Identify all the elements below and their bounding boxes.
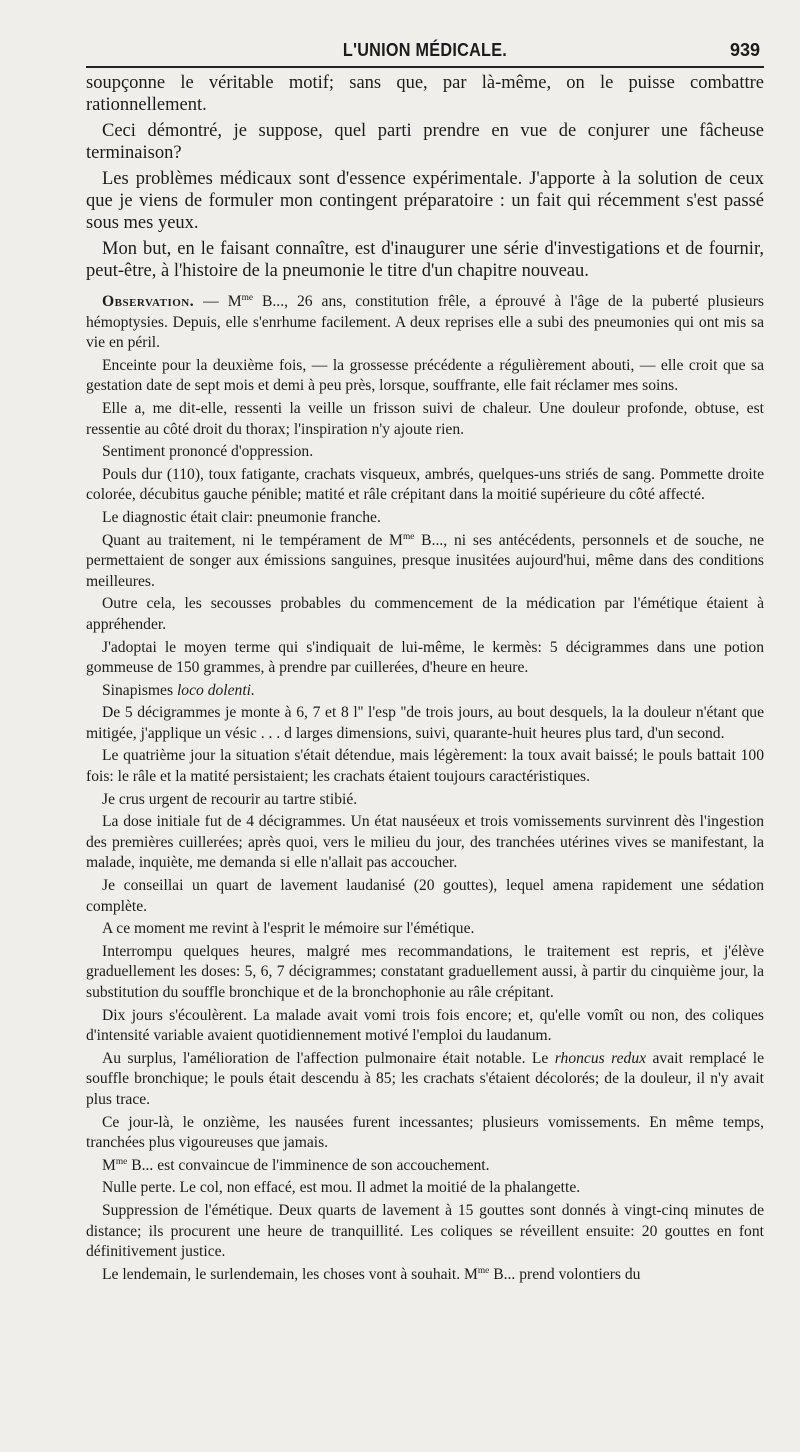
paragraph: Interrompu quelques heures, malgré mes recommandations, le traitement est repris, et j'élève graduellement les doses: 5, 6, 7 décigrammes; constatant graduellement aussi, à partir du cinquième jour, la substitution du souffle bronchique et de la bronchophonie au râle crépitant.	[86, 942, 764, 1001]
paragraph: A ce moment me revint à l'esprit le mémoire sur l'émétique.	[102, 920, 475, 938]
paragraph: Le quatrième jour la situation s'était détendue, mais légèrement: la toux avait baissé; le pouls battait 100 fois: le râle et la matité persistaient; les crachats étaient toujours caractéristiques.	[86, 747, 764, 786]
intro-section	[86, 72, 764, 282]
observation-section	[86, 292, 764, 1285]
paragraph: Le lendemain, le surlendemain, les choses vont à souhait. $M^{me}$ B... prend volontiers du	[102, 1265, 641, 1283]
paragraph: De 5 décigrammes je monte à 6, 7 et 8 l'' l'esp ''de trois jours, au bout desquels, la la douleur n'étant que mitigée, j'applique un vésic . . . d larges dimensions, suivi, quarante-huit heures plus tard, d'un second.	[86, 704, 764, 742]
paragraph: Elle a, me dit-elle, ressenti la veille un frisson suivi de chaleur. Une douleur profonde, obtuse, est ressentie au côté droit du thorax; l'inspiration n'y ajoute rien.	[86, 399, 764, 438]
paragraph: Quant au traitement, ni le tempérament de $M^{me}$ B..., ni ses antécédents, personnels et de souche, ne permettaient de songer aux émissions sanguines, presque inusitées aujourd'hui, même dans des conditions meilleures.	[86, 531, 765, 590]
paragraph: Sinapismes loco dolenti.	[102, 681, 255, 699]
paragraph: Je conseillai un quart de lavement laudanisé (20 gouttes), lequel amena rapidement une sédation complète.	[86, 877, 764, 915]
paragraph: Dix jours s'écoulèrent. La malade avait vomi trois fois encore; et, qu'elle vomît ou non, des coliques d'intensité variable avaient quotidiennement motivé l'emploi du laudanum.	[86, 1006, 764, 1045]
observation-intro: Observation. — $M^{me}$ B..., 26 ans, constitution frêle, a éprouvé à l'âge de la puberté plusieurs hémoptysies. Depuis, elle s'enrhume facilement. A deux reprises elle a subi des pneumonies qui ont mis sa vie en péril.	[86, 292, 764, 352]
paragraph: Ceci démontré, je suppose, quel parti prendre en vue de conjurer une fâcheuse terminaison?	[86, 121, 764, 163]
paragraph: La dose initiale fut de 4 décigrammes. Un état nauséeux et trois vomissements survinrent dès l'ingestion des premières cuillerées; après quoi, vers le milieu du jour, des tranchées utérines vives se manifestant, la malade, inquiète, me demanda si elle n'allait pas accoucher.	[86, 813, 764, 872]
journal-title: L'UNION MÉDICALE.	[342, 40, 508, 60]
page-number: 939	[729, 40, 760, 60]
paragraph: Pouls dur (110), toux fatigante, crachats visqueux, ambrés, quelques-uns striés de sang. Pommette droite colorée, décubitus gauche pénible; matité et râle crépitant dans la moitié supérieure du côté affecté.	[86, 465, 764, 504]
paragraph: Les problèmes médicaux sont d'essence expérimentale. J'apporte à la solution de ceux que je viens de formuler mon contingent préparatoire : un fait qui récemment s'est passé sous mes yeux.	[86, 169, 764, 233]
paragraph: Outre cela, les secousses probables du commencement de la médication par l'émétique étaient à appréhender.	[86, 595, 764, 633]
paragraph: Au surplus, l'amélioration de l'affection pulmonaire était notable. Le rhoncus redux avait remplacé le souffle bronchique; le pouls était descendu à 85; les crachats s'étaient décolorés; de la douleur, il n'y avait plus trace.	[86, 1049, 764, 1108]
paragraph: Ce jour-là, le onzième, les nausées furent incessantes; plusieurs vomissements. En même temps, tranchées plus vigoureuses que jamais.	[86, 1113, 764, 1152]
paragraph: soupçonne le véritable motif; sans que, par là-même, on le puisse combattre rationnellement.	[86, 73, 764, 115]
observation-label: Observation.	[102, 293, 195, 310]
paragraph: Le diagnostic était clair: pneumonie franche.	[102, 508, 381, 526]
paragraph: $M^{me}$ B... est convaincue de l'imminence de son accouchement.	[102, 1156, 490, 1174]
paragraph: Suppression de l'émétique. Deux quarts de lavement à 15 gouttes sont donnés à vingt-cinq minutes de distance; ils procurent une heure de tranquillité. Les coliques se réveillent ensuite: 20 gouttes en font définitivement justice.	[86, 1201, 764, 1261]
paragraph: Enceinte pour la deuxième fois, — la grossesse précédente a régulièrement abouti, — elle croit que sa gestation date de sept mois et demi à peu près, lorsque, souffrante, elle fait réclamer mes soins.	[86, 356, 764, 395]
running-header	[86, 36, 764, 66]
paragraph: Mon but, en le faisant connaître, est d'inaugurer une série d'investigations et de fournir, peut-être, à l'histoire de la pneumonie le titre d'un chapitre nouveau.	[86, 239, 764, 281]
header-rule	[86, 66, 764, 68]
paragraph: Nulle perte. Le col, non effacé, est mou. Il admet la moitié de la phalangette.	[102, 1179, 581, 1197]
paragraph: Sentiment prononcé d'oppression.	[102, 443, 314, 461]
paragraph: Je crus urgent de recourir au tartre stibié.	[102, 790, 358, 808]
article-body	[86, 72, 764, 1285]
paragraph: J'adoptai le moyen terme qui s'indiquait de lui-même, le kermès: 5 décigrammes dans une potion gommeuse de 150 grammes, à prendre par cuillerées, d'heure en heure.	[86, 638, 764, 677]
